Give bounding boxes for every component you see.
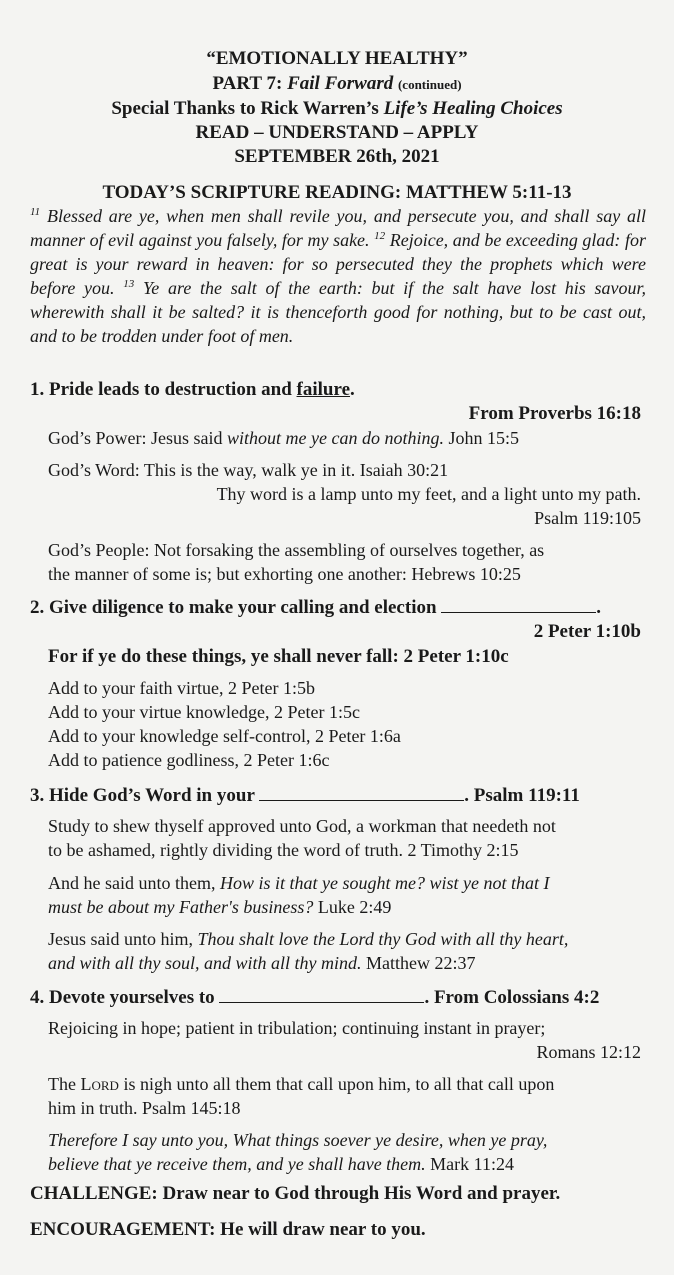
gods-people-1: God’s People: Not forsaking the assembling of ourselves together, as <box>48 540 545 560</box>
psalm-the: The <box>48 1074 81 1094</box>
point-4-ref: . From Colossians 4:2 <box>424 987 600 1008</box>
matthew-quote-1: Thou shalt love the Lord thy God with all thy heart, <box>197 929 569 949</box>
romans-ref: Romans 12:12 <box>536 1042 641 1062</box>
romans-1: Rejoicing in hope; patient in tribulation; continuing instant in prayer; <box>48 1018 546 1038</box>
series-title: “EMOTIONALLY HEALTHY” <box>206 48 468 69</box>
mark-1: Therefore I say unto you, What things soever ye desire, when ye pray, <box>48 1130 548 1150</box>
mark-quote: believe that ye receive them, and ye shall have them. <box>48 1154 426 1174</box>
verse-11: Blessed are ye, when men shall revile you, and persecute you, and shall say all manner of evil against you falsely, for my sake. <box>30 206 647 250</box>
luke-ref: Luke 2:49 <box>313 897 392 917</box>
thanks-line <box>0 98 674 120</box>
list-item: Add to your virtue knowledge, 2 Peter 1:5c <box>48 702 360 722</box>
luke-quote-2: must be about my Father's business? <box>48 897 314 917</box>
list-item: Add to your faith virtue, 2 Peter 1:5b <box>48 678 315 698</box>
fill-in-blank[interactable] <box>441 596 596 613</box>
point-2-text: 2. Give diligence to make your calling and election <box>30 597 437 618</box>
matthew-quote-2: and with all thy soul, and with all thy mind. <box>48 953 362 973</box>
psalm-1 <box>48 1072 554 1096</box>
verse-12: Rejoice, and be exceeding glad: for great is your reward in heaven: for so persecuted they the prophets which were before you. <box>30 230 647 298</box>
point-2-sub: For if ye do these things, ye shall never fall: 2 Peter 1:10c <box>48 646 509 667</box>
point-2-period: . <box>596 597 602 618</box>
point-1-keyword: failure <box>296 379 351 400</box>
gods-power-quote: without me ye can do nothing. <box>227 428 444 448</box>
luke-1 <box>48 871 549 895</box>
gods-people-2: the manner of some is; but exhorting one another: Hebrews 10:25 <box>48 564 521 584</box>
list-item: Add to patience godliness, 2 Peter 1:6c <box>48 750 330 770</box>
thanks-text: Special Thanks to Rick Warren’s <box>111 98 379 119</box>
point-2-ref: 2 Peter 1:10b <box>533 621 641 642</box>
book-title: Life’s Healing Choices <box>383 98 563 119</box>
point-3-title <box>30 784 580 808</box>
luke-quote-1: How is it that ye sought me? wist ye not that I <box>219 873 550 893</box>
point-3-ref: . Psalm 119:11 <box>464 785 580 806</box>
gods-word-2: Thy word is a lamp unto my feet, and a light unto my path. <box>216 484 641 504</box>
point-1-title <box>30 378 355 402</box>
fill-in-blank[interactable] <box>219 986 424 1003</box>
mark-2 <box>48 1152 514 1176</box>
encouragement: ENCOURAGEMENT: He will draw near to you. <box>30 1219 426 1240</box>
motto: READ – UNDERSTAND – APPLY <box>195 122 479 143</box>
scripture-text <box>30 204 646 348</box>
point-1-ref: From Proverbs 16:18 <box>468 403 641 424</box>
verse-13: Ye are the salt of the earth: but if the salt have lost his savour, wherewith shall it be salted? it is thenceforth good for nothing, but to be cast out, and to be trodden under foot of men. <box>30 278 647 346</box>
psalm-2: him in truth. Psalm 145:18 <box>48 1098 241 1118</box>
point-4-text: 4. Devote yourselves to <box>30 987 215 1008</box>
list-item: Add to your knowledge self-control, 2 Peter 1:6a <box>48 726 401 746</box>
matthew-intro: Jesus said unto him, <box>48 929 198 949</box>
matthew-ref: Matthew 22:37 <box>361 953 476 973</box>
part-continued: (continued) <box>397 77 462 92</box>
point-2-title <box>30 596 601 620</box>
gods-word-1: God’s Word: This is the way, walk ye in it. Isaiah 30:21 <box>48 460 449 480</box>
verse-number: 12 <box>374 230 386 242</box>
date: SEPTEMBER 26th, 2021 <box>234 146 440 167</box>
point-4-title <box>30 986 599 1010</box>
mark-ref: Mark 11:24 <box>425 1154 514 1174</box>
luke-2 <box>48 895 391 919</box>
gods-word-2-ref: Psalm 119:105 <box>534 508 641 528</box>
fill-in-blank[interactable] <box>259 784 464 801</box>
gods-power-label: God’s Power: Jesus said <box>48 428 227 448</box>
scripture-heading: TODAY’S SCRIPTURE READING: MATTHEW 5:11-13 <box>102 182 572 203</box>
gods-power <box>48 426 519 450</box>
part-title <box>0 73 674 95</box>
gods-power-ref: John 15:5 <box>443 428 519 448</box>
psalm-text: is nigh unto all them that call upon him, to all that call upon <box>118 1074 555 1094</box>
part-label: PART 7: <box>212 73 283 94</box>
point-1-text: 1. Pride leads to destruction and <box>30 379 297 400</box>
timothy-1: Study to shew thyself approved unto God, a workman that needeth not <box>48 816 556 836</box>
part-name: Fail Forward <box>287 73 394 94</box>
point-1-period: . <box>350 379 355 400</box>
verse-number: 11 <box>30 206 41 218</box>
challenge: CHALLENGE: Draw near to God through His Word and prayer. <box>30 1183 561 1204</box>
psalm-lord: Lord <box>80 1074 119 1094</box>
matthew-1 <box>48 927 568 951</box>
matthew-2 <box>48 951 476 975</box>
point-3-text: 3. Hide God’s Word in your <box>30 785 255 806</box>
timothy-2: to be ashamed, rightly dividing the word of truth. 2 Timothy 2:15 <box>48 840 519 860</box>
verse-number: 13 <box>123 278 135 290</box>
luke-intro: And he said unto them, <box>48 873 220 893</box>
